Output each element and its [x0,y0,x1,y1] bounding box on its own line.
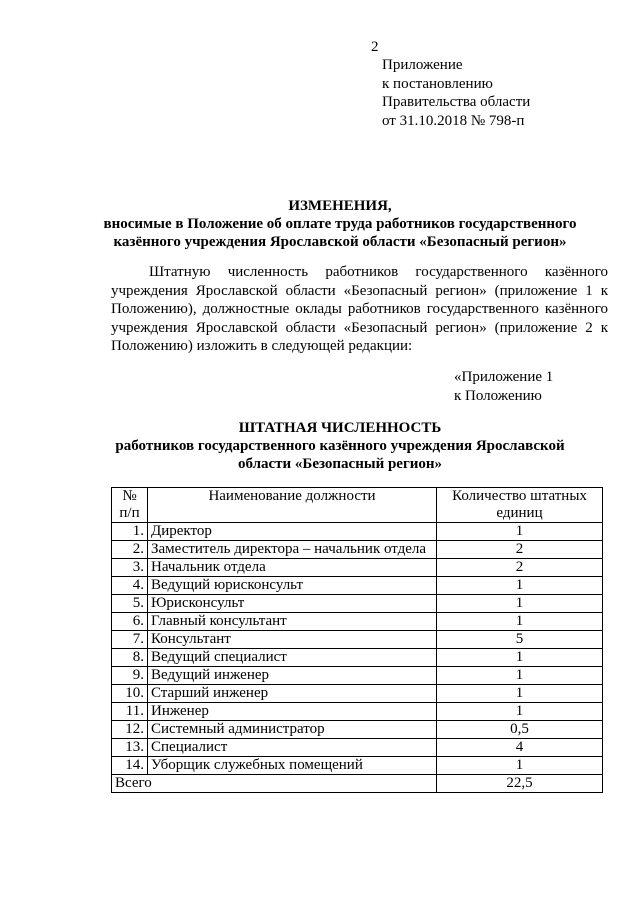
appendix-ref-line: «Приложение 1 [454,369,554,385]
intro-paragraph: Штатную численность работников государственного казённого учреждения Ярославской области «Безопасный регион» (приложение 1 к Положению), должностные оклады работников государственного казённого учреждения Ярославской области «Безопасный регион» (приложение 2 к Положению) изложить в следующей редакции: [111,264,608,354]
row-position-name: Юрисконсульт [148,595,437,613]
row-num: 11. [112,703,148,721]
row-num: 3. [112,559,148,577]
row-num: 2. [112,541,148,559]
row-num: 6. [112,613,148,631]
approval-line: Приложение [382,57,463,73]
staff-subtitle-line: области «Безопасный регион» [237,456,443,472]
row-qty: 2 [437,541,603,559]
row-qty: 0,5 [437,721,603,739]
row-num: 7. [112,631,148,649]
row-num: 4. [112,577,148,595]
row-num: 12. [112,721,148,739]
header-num: № п/п [112,488,148,523]
changes-subtitle-line: казённого учреждения Ярославской области «Безопасный регион» [113,234,567,250]
table-row [112,595,603,613]
table-row [112,649,603,667]
row-position-name: Инженер [148,703,437,721]
appendix-ref-line: к Положению [454,387,542,404]
table-row [112,685,603,703]
row-num: 13. [112,739,148,757]
staff-heading [60,419,620,473]
row-num: 1. [112,523,148,541]
table-row [112,757,603,775]
changes-subtitle-line: вносимые в Положение об оплате труда работников государственного [103,216,577,232]
row-position-name: Консультант [148,631,437,649]
changes-heading [60,197,620,251]
row-qty: 1 [437,703,603,721]
row-qty: 1 [437,685,603,703]
table-row [112,523,603,541]
row-position-name: Главный консультант [148,613,437,631]
row-position-name: Директор [148,523,437,541]
table-row [112,721,603,739]
table-body [112,523,603,775]
row-position-name: Специалист [148,739,437,757]
row-num: 8. [112,649,148,667]
approval-line: Правительства области [382,94,531,110]
row-num: 10. [112,685,148,703]
table-row [112,559,603,577]
row-position-name: Ведущий юрисконсульт [148,577,437,595]
row-position-name: Заместитель директора – начальник отдела [148,541,437,559]
header-name: Наименование должности [148,488,437,523]
page-number: 2 [371,39,379,55]
table-row [112,577,603,595]
row-position-name: Начальник отдела [148,559,437,577]
changes-title: ИЗМЕНЕНИЯ, [288,198,392,214]
row-qty: 1 [437,757,603,775]
total-row [112,775,603,793]
row-num: 14. [112,757,148,775]
row-position-name: Системный администратор [148,721,437,739]
table-row [112,613,603,631]
row-position-name: Старший инженер [148,685,437,703]
row-qty: 1 [437,595,603,613]
staff-subtitle-line: работников государственного казённого учреждения Ярославской [115,438,565,454]
row-num: 5. [112,595,148,613]
row-qty: 1 [437,649,603,667]
row-qty: 4 [437,739,603,757]
total-label: Всего [112,775,437,793]
staff-title: ШТАТНАЯ ЧИСЛЕННОСТЬ [238,420,442,436]
table-row [112,703,603,721]
table-row [112,667,603,685]
table-row [112,739,603,757]
row-qty: 1 [437,523,603,541]
row-qty: 1 [437,667,603,685]
row-num: 9. [112,667,148,685]
row-position-name: Ведущий специалист [148,649,437,667]
table-row [112,541,603,559]
approval-line: от 31.10.2018 № 798-п [382,112,525,129]
appendix-reference [454,368,553,405]
row-position-name: Ведущий инженер [148,667,437,685]
row-qty: 1 [437,577,603,595]
row-position-name: Уборщик служебных помещений [148,757,437,775]
row-qty: 1 [437,613,603,631]
table-row [112,631,603,649]
table-header-row [112,488,603,523]
approval-block [382,56,530,130]
header-qty: Количество штатных единиц [437,488,603,523]
row-qty: 2 [437,559,603,577]
total-qty: 22,5 [437,775,603,793]
staff-table [111,487,603,793]
approval-line: к постановлению [382,75,493,92]
row-qty: 5 [437,631,603,649]
